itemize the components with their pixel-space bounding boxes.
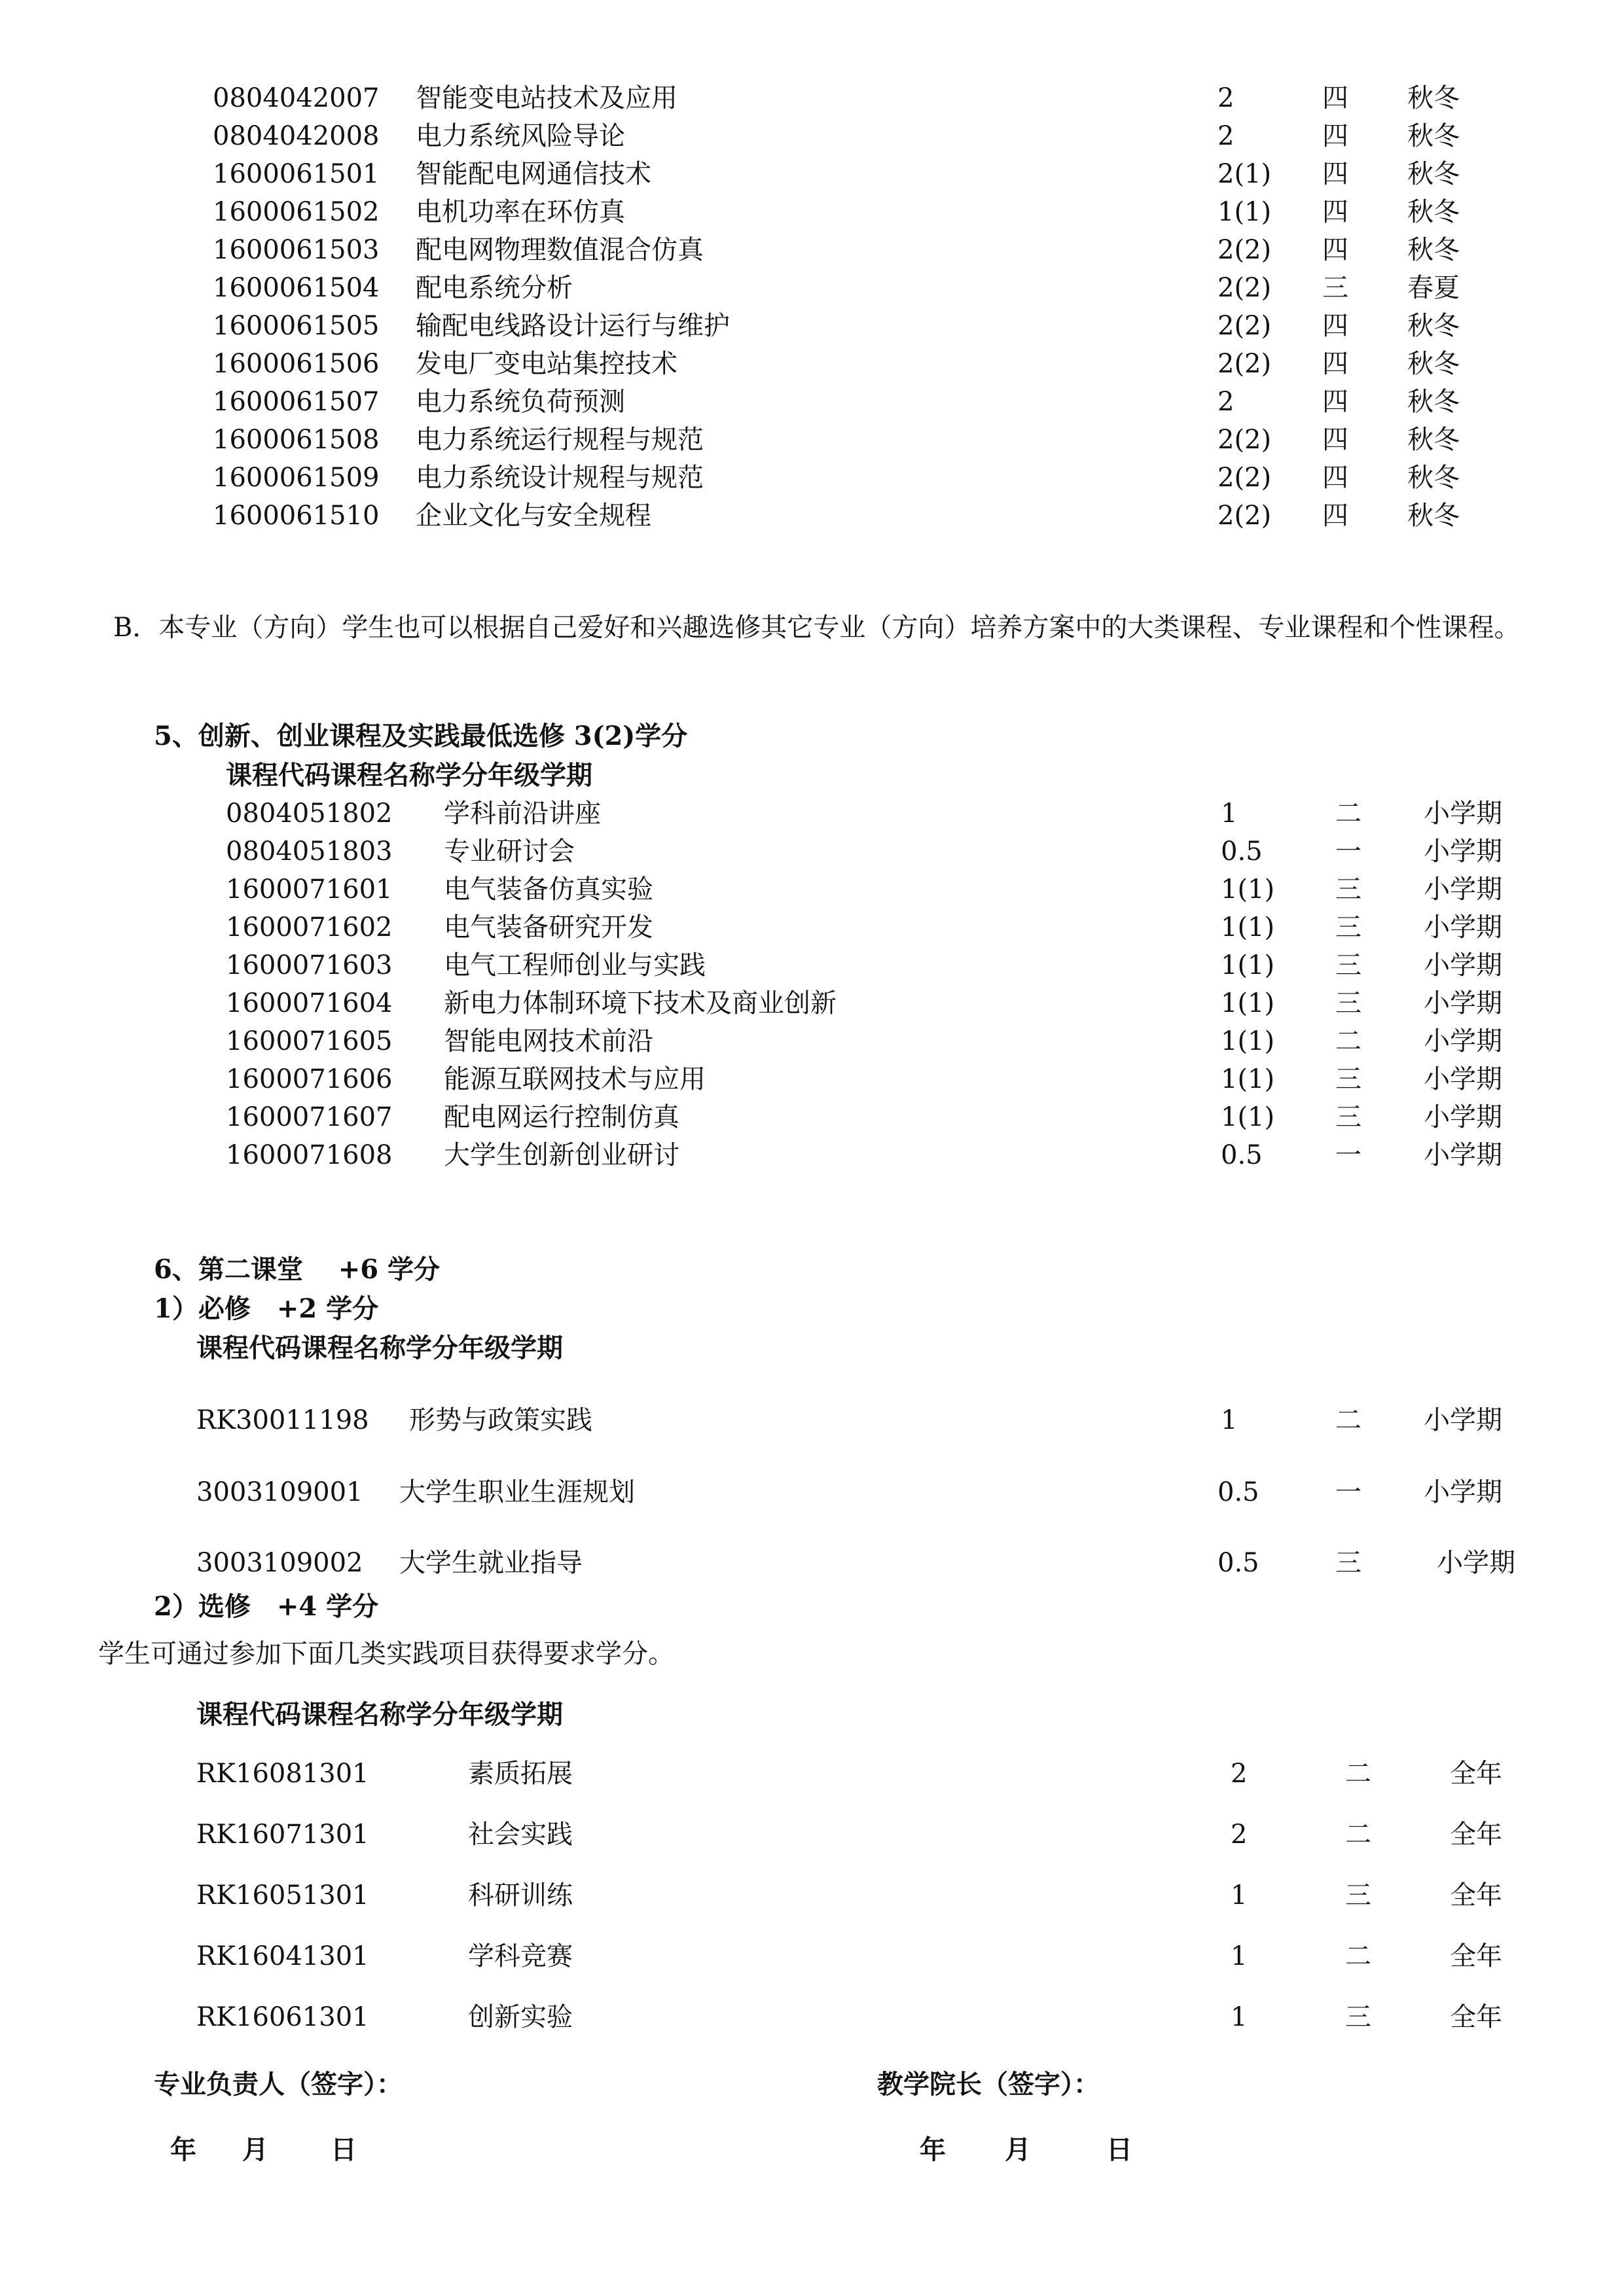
- course-term: 秋冬: [1407, 311, 1460, 341]
- course-term: 秋冬: [1407, 463, 1460, 493]
- course-credit: 2: [1218, 121, 1235, 151]
- table-row: [0, 344, 1624, 384]
- course-term: 小学期: [1424, 912, 1502, 942]
- table-row: [0, 984, 1624, 1023]
- course-code: 0804042007: [213, 83, 380, 113]
- course-grade: 二: [1335, 798, 1362, 829]
- course-name: 科研训练: [468, 1880, 573, 1910]
- course-name: 配电网物理数值混合仿真: [416, 235, 704, 265]
- course-code: 1600061502: [213, 197, 380, 227]
- course-name: 电机功率在环仿真: [416, 197, 625, 227]
- course-grade: 三: [1335, 950, 1362, 980]
- course-code: 0804051802: [226, 798, 393, 829]
- course-code: 3003109001: [196, 1477, 363, 1507]
- table-row: [0, 1060, 1624, 1099]
- dean-signature-label: 教学院长（签字）：: [877, 2069, 1100, 2100]
- table-row: [0, 268, 1624, 308]
- course-credit: 1(1): [1221, 1026, 1275, 1056]
- section-5-table-header: 课程代码课程名称学分年级学期: [226, 760, 592, 791]
- table-row: [0, 1754, 1624, 1793]
- course-term: 全年: [1450, 1759, 1502, 1789]
- course-credit: 2(2): [1218, 311, 1272, 341]
- course-code: 1600061503: [213, 235, 380, 265]
- course-code: 0804051803: [226, 836, 393, 867]
- table-row: [0, 79, 1624, 118]
- course-credit: 2: [1231, 1759, 1248, 1789]
- table-row: [0, 1998, 1624, 2037]
- course-term: 小学期: [1424, 1405, 1502, 1435]
- table-row: [0, 1876, 1624, 1915]
- course-term: 秋冬: [1407, 83, 1460, 113]
- course-credit: 1: [1221, 798, 1238, 829]
- course-term: 秋冬: [1407, 387, 1460, 417]
- course-name: 配电网运行控制仿真: [444, 1102, 679, 1132]
- course-term: 小学期: [1424, 836, 1502, 867]
- course-name: 电气工程师创业与实践: [444, 950, 706, 980]
- course-grade: 四: [1322, 235, 1348, 265]
- course-credit: 1: [1231, 1941, 1248, 1971]
- table-row: [0, 1401, 1624, 1440]
- course-grade: 三: [1345, 2002, 1371, 2032]
- left-date-day: 日: [331, 2134, 357, 2165]
- course-credit: 2(2): [1218, 235, 1272, 265]
- course-term: 全年: [1450, 2002, 1502, 2032]
- course-code: 1600071608: [226, 1140, 393, 1170]
- course-grade: 一: [1335, 1477, 1362, 1507]
- course-name: 电力系统负荷预测: [416, 387, 625, 417]
- section-6-title: 6、第二课堂 +6 学分: [154, 1254, 441, 1285]
- course-credit: 2(2): [1218, 349, 1272, 379]
- course-credit: 1: [1221, 1405, 1238, 1435]
- table-row: [0, 117, 1624, 156]
- course-credit: 1(1): [1221, 1102, 1275, 1132]
- program-director-signature-label: 专业负责人（签字）：: [154, 2069, 403, 2100]
- table-row: [0, 1543, 1624, 1583]
- course-code: 1600061510: [213, 501, 380, 531]
- course-grade: 四: [1322, 501, 1348, 531]
- course-code: RK16041301: [196, 1941, 369, 1971]
- course-grade: 二: [1345, 1759, 1371, 1789]
- course-name: 大学生创新创业研讨: [444, 1140, 679, 1170]
- course-credit: 1: [1231, 2002, 1248, 2032]
- course-code: RK16071301: [196, 1820, 369, 1850]
- table-row: [0, 420, 1624, 459]
- course-credit: 1(1): [1218, 197, 1272, 227]
- course-term: 小学期: [1424, 874, 1502, 905]
- elective-table-header: 课程代码课程名称学分年级学期: [196, 1699, 563, 1730]
- course-name: 发电厂变电站集控技术: [416, 349, 677, 379]
- course-credit: 1(1): [1221, 988, 1275, 1018]
- table-row: [0, 458, 1624, 497]
- course-credit: 1(1): [1221, 912, 1275, 942]
- table-row: [0, 794, 1624, 833]
- elective-note: 学生可通过参加下面几类实践项目获得要求学分。: [98, 1639, 674, 1669]
- course-credit: 0.5: [1218, 1477, 1259, 1507]
- left-date-month: 月: [242, 2134, 268, 2165]
- required-subsection-title: 1）必修 +2 学分: [154, 1293, 379, 1324]
- section-5-title: 5、创新、创业课程及实践最低选修 3(2)学分: [154, 721, 688, 751]
- course-grade: 四: [1322, 159, 1348, 189]
- course-term: 秋冬: [1407, 501, 1460, 531]
- course-term: 全年: [1450, 1880, 1502, 1910]
- course-grade: 四: [1322, 463, 1348, 493]
- course-grade: 四: [1322, 197, 1348, 227]
- course-credit: 2(2): [1218, 463, 1272, 493]
- course-credit: 0.5: [1218, 1548, 1259, 1578]
- course-name: 形势与政策实践: [409, 1405, 592, 1435]
- table-row: [0, 870, 1624, 909]
- course-term: 小学期: [1424, 1140, 1502, 1170]
- course-grade: 三: [1335, 874, 1362, 905]
- course-grade: 三: [1322, 273, 1348, 303]
- course-credit: 1: [1231, 1880, 1248, 1910]
- course-code: 1600061505: [213, 311, 380, 341]
- course-credit: 1(1): [1221, 1064, 1275, 1094]
- course-code: 1600061506: [213, 349, 380, 379]
- course-term: 秋冬: [1407, 425, 1460, 455]
- course-grade: 三: [1335, 988, 1362, 1018]
- course-term: 秋冬: [1407, 235, 1460, 265]
- course-grade: 二: [1345, 1820, 1371, 1850]
- table-row: [0, 306, 1624, 346]
- course-name: 电力系统风险导论: [416, 121, 625, 151]
- course-code: 1600071604: [226, 988, 393, 1018]
- course-code: 1600071606: [226, 1064, 393, 1094]
- course-term: 小学期: [1424, 1064, 1502, 1094]
- course-term: 秋冬: [1407, 349, 1460, 379]
- course-code: 1600071602: [226, 912, 393, 942]
- right-date-day: 日: [1106, 2134, 1132, 2165]
- course-grade: 四: [1322, 311, 1348, 341]
- course-code: 1600071601: [226, 874, 393, 905]
- course-term: 小学期: [1424, 1477, 1502, 1507]
- course-code: 1600061504: [213, 273, 380, 303]
- course-name: 企业文化与安全规程: [416, 501, 651, 531]
- course-term: 小学期: [1424, 798, 1502, 829]
- course-name: 电气装备研究开发: [444, 912, 653, 942]
- course-name: 学科前沿讲座: [444, 798, 601, 829]
- course-name: 创新实验: [468, 2002, 573, 2032]
- table-row: [0, 1937, 1624, 1976]
- course-credit: 2: [1218, 83, 1235, 113]
- course-name: 能源互联网技术与应用: [444, 1064, 706, 1094]
- course-term: 小学期: [1424, 1026, 1502, 1056]
- course-grade: 一: [1335, 1140, 1362, 1170]
- table-row: [0, 1136, 1624, 1175]
- course-name: 智能变电站技术及应用: [416, 83, 677, 113]
- course-code: 1600061501: [213, 159, 380, 189]
- course-name: 输配电线路设计运行与维护: [416, 311, 730, 341]
- course-credit: 1(1): [1221, 950, 1275, 980]
- course-name: 智能配电网通信技术: [416, 159, 651, 189]
- course-grade: 三: [1345, 1880, 1371, 1910]
- course-code: 3003109002: [196, 1548, 363, 1578]
- course-name: 大学生职业生涯规划: [399, 1477, 635, 1507]
- course-term: 春夏: [1407, 273, 1460, 303]
- course-code: 1600071607: [226, 1102, 393, 1132]
- course-term: 秋冬: [1407, 121, 1460, 151]
- elective-note-b: B．本专业（方向）学生也可以根据自己爱好和兴趣选修其它专业（方向）培养方案中的大类课程、专业课程和个性课程。: [113, 613, 1521, 643]
- course-grade: 四: [1322, 349, 1348, 379]
- course-grade: 三: [1335, 1064, 1362, 1094]
- course-credit: 2(2): [1218, 425, 1272, 455]
- table-row: [0, 496, 1624, 535]
- table-row: [0, 1022, 1624, 1061]
- course-credit: 0.5: [1221, 836, 1263, 867]
- table-row: [0, 154, 1624, 194]
- course-name: 电力系统设计规程与规范: [416, 463, 704, 493]
- table-row: [0, 946, 1624, 985]
- required-table-header: 课程代码课程名称学分年级学期: [196, 1333, 563, 1363]
- course-name: 电力系统运行规程与规范: [416, 425, 704, 455]
- course-term: 小学期: [1424, 988, 1502, 1018]
- course-code: RK16051301: [196, 1880, 369, 1910]
- course-code: 1600061509: [213, 463, 380, 493]
- course-name: 新电力体制环境下技术及商业创新: [444, 988, 837, 1018]
- right-date-year: 年: [920, 2134, 946, 2165]
- course-grade: 二: [1335, 1026, 1362, 1056]
- course-credit: 2: [1231, 1820, 1248, 1850]
- course-name: 大学生就业指导: [399, 1548, 583, 1578]
- course-credit: 0.5: [1221, 1140, 1263, 1170]
- course-credit: 2(1): [1218, 159, 1272, 189]
- course-name: 社会实践: [468, 1820, 573, 1850]
- course-grade: 二: [1345, 1941, 1371, 1971]
- course-grade: 四: [1322, 83, 1348, 113]
- course-name: 学科竞赛: [468, 1941, 573, 1971]
- course-grade: 四: [1322, 121, 1348, 151]
- course-credit: 2(2): [1218, 273, 1272, 303]
- course-name: 智能电网技术前沿: [444, 1026, 653, 1056]
- course-code: RK30011198: [196, 1405, 369, 1435]
- table-row: [0, 908, 1624, 947]
- table-row: [0, 192, 1624, 232]
- course-term: 小学期: [1437, 1548, 1515, 1578]
- course-grade: 四: [1322, 425, 1348, 455]
- course-term: 全年: [1450, 1820, 1502, 1850]
- course-term: 小学期: [1424, 950, 1502, 980]
- course-term: 小学期: [1424, 1102, 1502, 1132]
- course-code: 1600071605: [226, 1026, 393, 1056]
- course-grade: 三: [1335, 1102, 1362, 1132]
- course-name: 素质拓展: [468, 1759, 573, 1789]
- course-credit: 1(1): [1221, 874, 1275, 905]
- course-credit: 2: [1218, 387, 1235, 417]
- course-term: 全年: [1450, 1941, 1502, 1971]
- table-row: [0, 382, 1624, 422]
- course-name: 电气装备仿真实验: [444, 874, 653, 905]
- right-date-month: 月: [1005, 2134, 1031, 2165]
- course-grade: 三: [1335, 1548, 1362, 1578]
- left-date-year: 年: [170, 2134, 196, 2165]
- table-row: [0, 230, 1624, 270]
- course-code: 0804042008: [213, 121, 380, 151]
- course-code: RK16081301: [196, 1759, 369, 1789]
- table-row: [0, 1815, 1624, 1854]
- course-grade: 一: [1335, 836, 1362, 867]
- course-name: 配电系统分析: [416, 273, 573, 303]
- elective-subsection-title: 2）选修 +4 学分: [154, 1591, 379, 1622]
- table-row: [0, 1473, 1624, 1512]
- course-code: 1600071603: [226, 950, 393, 980]
- course-code: RK16061301: [196, 2002, 369, 2032]
- course-term: 秋冬: [1407, 159, 1460, 189]
- course-credit: 2(2): [1218, 501, 1272, 531]
- course-code: 1600061507: [213, 387, 380, 417]
- table-row: [0, 1098, 1624, 1137]
- course-grade: 二: [1335, 1405, 1362, 1435]
- course-grade: 三: [1335, 912, 1362, 942]
- course-code: 1600061508: [213, 425, 380, 455]
- course-grade: 四: [1322, 387, 1348, 417]
- course-term: 秋冬: [1407, 197, 1460, 227]
- course-name: 专业研讨会: [444, 836, 575, 867]
- table-row: [0, 832, 1624, 871]
